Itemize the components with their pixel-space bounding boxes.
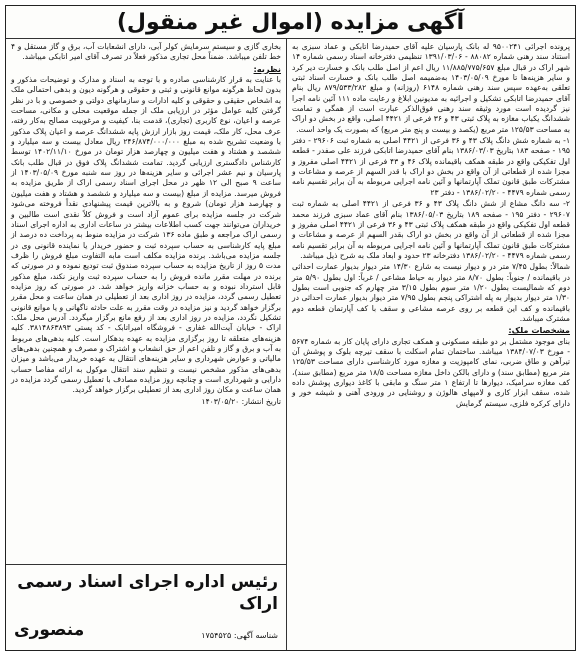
publish-date: تاریخ انتشار: ۱۴۰۳/۰۵/۲۰ bbox=[201, 396, 281, 406]
property-specs: بنای موجود مشتمل بر دو طبقه مسکونی و همکف تجاری دارای پایان کار به شماره ۵۶۷۴ - مورخ ۱۳۸۴/۰۷/۰۳ میباشد. ساختمان تمام اسکلت با سقف تیرچه بلوک و پوشش آن تیرآهن و طاق ضربی، نمای کامپوزیت و مغازه مورد کارشناسی دارای مساحت ۱۲۵/۵۳ متر مربع (مطابق سند) و دارای بالکن داخل مغازه مساحت ۱۸/۵ متر مربع (مطابق سند)، کف مغازه سرامیک، دیوارها تا ارتفاع ۱ متر سنگ و مابقی با کاغذ دیواری پوشش داده شده، سقف ابزار کاری و لامپهای هالوژن و روشنایی در ورودی آهنی و شیشه خور و دارای کرکره فلزی، سیستم گرمایش bbox=[292, 336, 571, 408]
utilities-text: بخاری گازی و سیستم سرمایش کولر آبی، دارای انشعابات آب، برق و گاز مستقل و ۴ خط تلفن میباشد. ضمناً محل تجاری مذکور فعلاً در تصرف آقای امیر اتابکی میباشد. bbox=[11, 42, 281, 62]
signature-row bbox=[14, 619, 278, 641]
signature-title: رئیس اداره اجرای اسناد رسمی اراک bbox=[17, 572, 278, 614]
property-bounds: شمالاً: بطول ۷/۴۵ متر در و دیوار نیست به شارع ۱۴/۳۰ متر دیوار بدیوار عمارت احداثی در باقیمانده / جنوباً: بطول ۸/۷۰ متر دیوار به حیاط مشاعی / غرباً: اول بطول ۵/۹۰ متر دوم که شمالیست بطول ۱/۲۰ متر سوم بطول ۳/۱۵ متر چهارم که جنوبی است بطول ۱/۳۰ متر دیوار بدیوار به پله اشتراکی پنجم بطول ۷/۹۵ متر دیوار بدیوار عمارت احداثی در باقیمانده و کف این قطعه بر روی عرصه مشاعی و سقف با کف آپارتمان قطعه دوم مشترک میباشد. bbox=[292, 262, 571, 323]
case-intro: پرونده اجرائی ۹۵۰۰۲۴۱ له بانک پارسیان علیه آقای حمیدرضا اتابکی و عماد سبزی به استناد سند رهنی شماره ۸۸۰۸۲ - ۱۳۹۱/۰۳/۰۶ تنظیمی دفترخانه اسناد رسمی شماره ۱۴ شهر اراک در قبال مبلغ ۱۱/۸۸۵/۷۷۵/۶۵۷ ریال اعم از اصل طلب بانک و خسارت دیر کرد و سایر هزینه‌ها تا مورخ ۱۴۰۳/۰۵/۰۹ به‌ضمیمه اصل طلب بانک و خسارت اسناد ثبتی تعلقی به‌عهده سپس سند رهنی شماره ۶۱۴۸ (روزانه) و مبلغ ۸۷۹/۵۳۳/۲۸۲ ریال بنام آقای حمیدرضا اتابکی تشکیل و اجرائیه به مدیونین ابلاغ و رعایت ماده ۱۱۱ آئین نامه اجرا نیز گردیده است مورد وثیقه سند رهنی فوق‌الذکر عبارت است از همگی و تمامت ششدانگ یکباب مغازه به پلاک ثبتی ۴۳ و ۳۶ فرعی از ۴۴۲۱ اصلی، واقع در بخش دو اراک به مساحت ۱۲۵/۵۳ متر مربع (یکصد و بیست و پنج متر مربع) که بصورت یک واحد است. bbox=[292, 42, 571, 134]
property-item-2: ۲- سه دانگ مشاع از شش دانگ پلاک ۴۳ و ۳۶ فرعی از ۴۴۲۱ اصلی به شماره ثبت ۲۹۶۰۷ - دفتر ۱۹۵ - صفحه ۱۸۹ بتاریخ ۱۳۸۶/۰۵/۰۳ بنام آقای عماد سبزی فرزند محمد قطعه اول تفکیکی واقع در طبقه همکف پلاک ثبتی ۴۳ و ۳۶ فرعی از ۴۴۲۱ اصلی مفروز و مجزا شده از قطعاتی از آن واقع در بخش دو اراک بقدر السهم از عرصه و مشاعات و مشترکات طبق قانون تملک آپارتمانها و آئین نامه اجرایی مربوطه به آن برابر تقسیم نامه رسمی شماره ۴۴۷۹ - ۱۳۸۶/۰۲/۲۰ دفترخانه ۲۳ حدود و ابعاد ملک به شرح ذیل میباشد. bbox=[292, 199, 570, 260]
signatory-name: منصوری bbox=[14, 620, 85, 640]
notice-body bbox=[6, 39, 575, 650]
auction-notice bbox=[5, 5, 576, 651]
notice-title: آگهی مزایده (اموال غیر منقول) bbox=[6, 6, 575, 39]
ad-id: شناسه آگهی: ۱۷۵۴۵۲۵ bbox=[201, 630, 278, 640]
right-column bbox=[286, 39, 575, 650]
expert-opinion: با عنایت به قرار کارشناسی صادره و با توجه به اسناد و مدارک و توضیحات مذکور و بدون لحاظ هرگونه موانع قانونی و ثبتی و حقوقی و هرگونه دیون و بدهی احتمالی ملک به اشخاص حقیقی و حقوقی و کلیه ادارات و سازمانهای دولتی و خصوصی و با در نظر گرفتن کلیه عوامل مؤثر در ارزیابی ملک از جمله موقعیت محلی و مکانی، مساحت عرصه و اعیان، نوع کاربری (تجاری)، قدمت بنا، کیفیت و مرغوبیت مصالح به‌کار رفته، عرف محل، کار ملک، قیمت روز بازار ارزش پایه ششدانگ عرصه و اعیان پلاک مذکور با وضعیت تشریح شده به مبلغ ۲۴۶/۸۷۴/۰۰۰/۰۰۰ ریال معادل بیست و سه میلیارد و ششصد و هشتاد و هفت میلیون و چهارصد هزار تومان در مورخ ۱۴۰۲/۱۱/۱۰ توسط کارشناس دادگستری ارزیابی گردید. تمامت ششدانگ پلاک فوق در قبال طلب بانک پارسیان و نیم عشر اجرائی و سایر هزینه‌ها در روز سه شنبه مورخ ۱۴۰۳/۰۵/۰۹ از ساعت ۹ صبح الی ۱۲ ظهر در محل اجرای اسناد رسمی اراک از طریق مزایده به فروش میرسد. مزایده از مبلغ (بیست و سه میلیارد و ششصد و هشتاد و هفت میلیون و چهارصد هزار تومان) شروع و به بالاترین قیمت پیشنهادی نقداً فروخته می‌شود شرکت در جلسه مزایده برای عموم آزاد است و فروش کلاً نقدی است طالبین و خریداران می‌توانند جهت کسب اطلاعات بیشتر در ساعات اداری به اداره اجرای اسناد رسمی اراک مراجعه و طبق ماده ۱۳۶ شرکت در مزایده منوط به پرداخت ده درصد از مبلغ پایه کارشناسی به حساب سپرده ثبت و حضور خریدار یا نماینده قانونی وی در جلسه مزایده می‌باشد. برنده مزایده مکلف است مابه التفاوت مبلغ فروش را ظرف مدت ۵ روز از تاریخ مزایده به حساب سپرده صندوق ثبت تودیع نموده و در صورتی که برنده در مهلت مقرر مانده فروش را به حساب سپرده ثبت واریز نکند، مبلغ مذکور قابل استرداد نبوده و به حساب خزانه واریز خواهد شد. در صورتی که روز مزایده تعطیل رسمی گردد، مزایده در روز اداری بعد از تعطیلی در همان ساعت و محل مقرر برگزار خواهد گردید و نیز مزایده در وقت مقرر به علت حادثه ناگهانی و یا موانع قانونی تشکیل نگردد، مزایده در روز اداری بعد از رفع مانع برگزار میگردد. آدرس محل ملک: اراک - خیابان آیت‌الله غفاری - فروشگاه امیراتابک - کد پستی ۳۸۱۴۸۶۳۸۹۳. کلیه هزینه‌های متعلقه تا روز برگزاری مزایده به عهده بدهکار است. کلیه بدهی‌های مربوط به آب و برق و گاز و تلفن اعم از حق انشعاب و اشتراک و مصرف و همچنین بدهی‌های مالیاتی و عوارض شهرداری و سایر هزینه‌های انتقال به عهده خریدار می‌باشد و میزان بدهی‌های مذکور مشخص نیست و تنظیم سند انتقال موکول به ارائه مفاصا حساب دارایی و شهرداری است و چنانچه روز مزایده مصادف با تعطیل رسمی گردد مزایده در همان ساعت و مکان روز اداری بعد از تعطیلی برگزار خواهد گردید. bbox=[11, 75, 281, 395]
property-item-1: ۱- به شماره شش دانگ پلاک ۴۳ و ۳۶ فرعی از ۴۴۲۱ اصلی به شماره ثبت ۲۹۶۰۶ - دفتر ۱۹۵ - صفحه ۱۸۳ بتاریخ ۱۳۸۶/۰۳/۰۳ بنام آقای حمیدرضا اتابکی فرزند علی صفدر - قطعه اول تفکیکی واقع در طبقه همکف باقیمانده پلاک ۴۶ و ۴۳ فرعی از ۴۴۲۱ اصلی مفروز و مجزا شده از قطعاتی از آن واقع در بخش دو اراک با قدر السهم از عرصه و مشاعات و مشترکات طبق قانون تملک آپارتمانها و آئین نامه اجرایی مربوطه به آن برابر تقسیم نامه رسمی شماره ۴۴۷۹ - ۱۳۸۶/۰۲/۲۰ - دفتر ۲۳ bbox=[292, 136, 571, 197]
opinion-heading: نظریه: bbox=[253, 63, 281, 74]
signature-block bbox=[6, 564, 286, 650]
left-column bbox=[6, 39, 286, 650]
specs-heading: مشخصات ملک: bbox=[508, 325, 570, 336]
